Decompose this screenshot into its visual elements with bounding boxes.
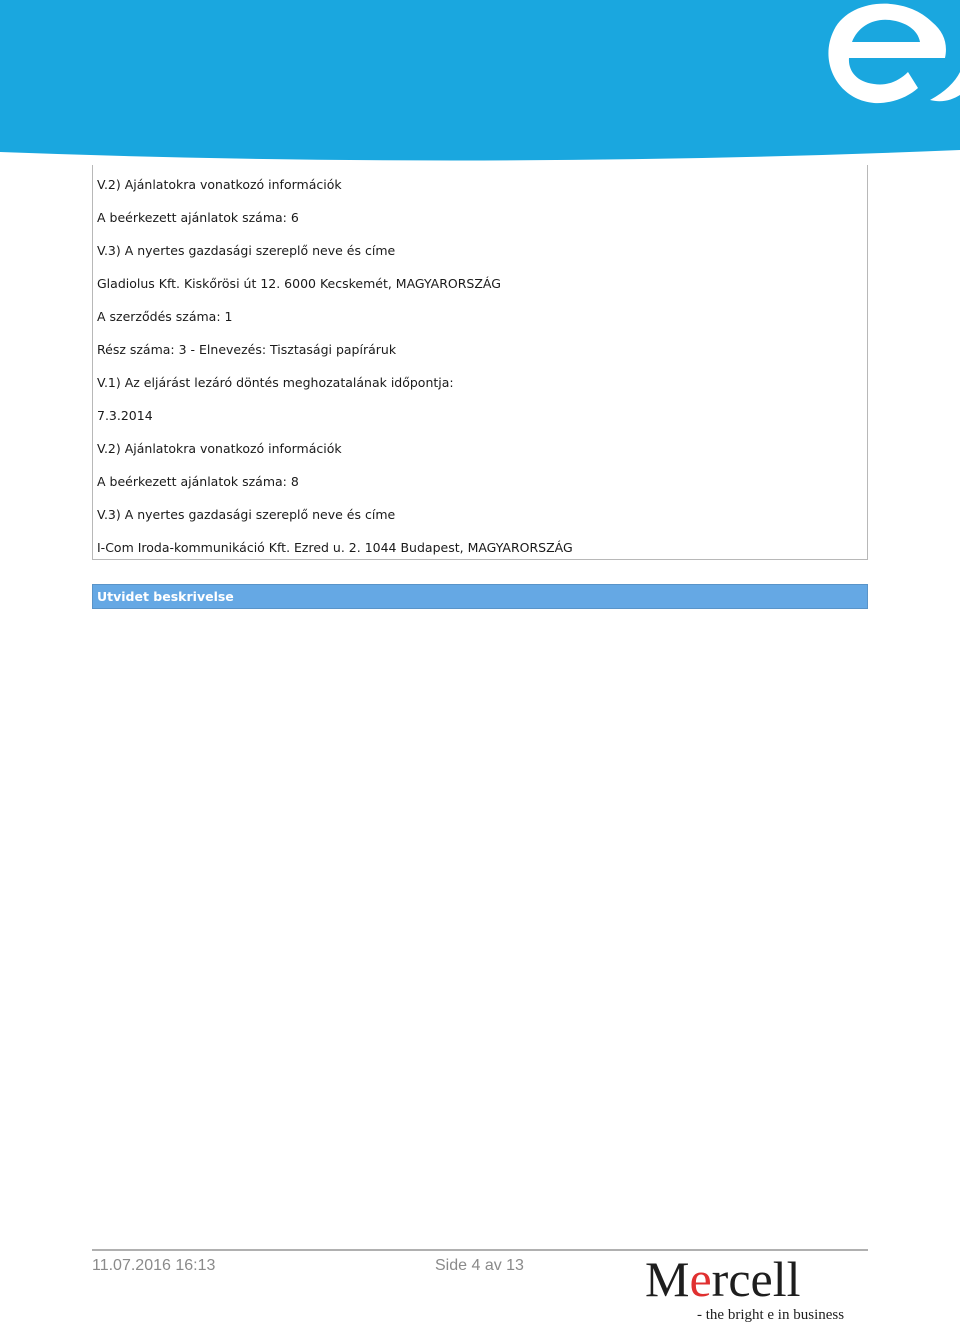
- line-decision-date: 7.3.2014: [97, 408, 153, 423]
- line-winner-heading-2: V.3) A nyertes gazdasági szereplő neve és címe: [97, 507, 396, 522]
- logo-letter-m: M: [645, 1251, 690, 1307]
- line-info-heading-2: V.2) Ajánlatokra vonatkozó információk: [97, 441, 342, 456]
- header-band: [0, 0, 960, 165]
- section-title: Utvidet beskrivelse: [97, 589, 234, 604]
- line-offers-count-1: A beérkezett ajánlatok száma: 6: [97, 210, 299, 225]
- line-contract-number: A szerződés száma: 1: [97, 309, 233, 324]
- results-box: [92, 165, 868, 560]
- footer-page-number: Side 4 av 13: [435, 1257, 524, 1274]
- line-winner-heading-1: V.3) A nyertes gazdasági szereplő neve és címe: [97, 243, 396, 258]
- line-decision-date-heading: V.1) Az eljárást lezáró döntés meghozatalának időpontja:: [97, 375, 454, 390]
- line-offers-count-2: A beérkezett ajánlatok száma: 8: [97, 474, 299, 489]
- mercell-logo: [645, 1252, 801, 1306]
- section-header-bar: [92, 584, 868, 609]
- logo-tagline: - the bright e in business: [697, 1307, 845, 1323]
- logo-letter-e: e: [689, 1251, 712, 1307]
- line-winner-address-2: I-Com Iroda-kommunikáció Kft. Ezred u. 2. 1044 Budapest, MAGYARORSZÁG: [97, 540, 573, 555]
- line-info-heading-1: V.2) Ajánlatokra vonatkozó információk: [97, 177, 342, 192]
- footer-date: 11.07.2016 16:13: [92, 1257, 216, 1274]
- line-winner-address-1: Gladiolus Kft. Kiskőrösi út 12. 6000 Kecskemét, MAGYARORSZÁG: [97, 276, 501, 291]
- logo-letters-rcell: rcell: [711, 1251, 801, 1307]
- line-lot-name: Rész száma: 3 - Elnevezés: Tisztasági papíráruk: [97, 342, 397, 357]
